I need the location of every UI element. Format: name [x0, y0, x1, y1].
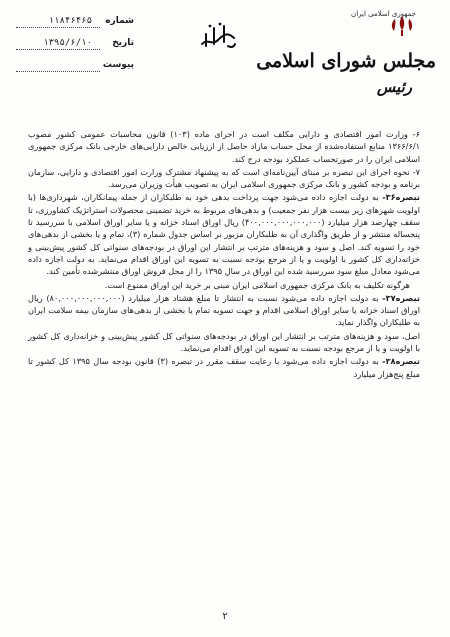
- paragraph-note-37: [28, 292, 420, 329]
- paragraph-clause-6: [28, 128, 420, 165]
- paragraph-note-36-prohibition: [28, 279, 420, 291]
- paragraph-note-36: [28, 191, 420, 277]
- header-subtitle: رئیس: [376, 78, 412, 96]
- paragraph-clause-7: [28, 166, 420, 191]
- paragraph-text: ۷- نحوه اجرای این تبصره بر مبنای آیین‌نامه‌ای است که به پیشنهاد مشترک وزارت امور اقتصادی و دارایی، سازمان برنامه و بودجه کشور و بانک مرکزی جمهوری اسلامی ایران به تصویب هیأت وزیران می‌رسد.: [28, 166, 420, 190]
- attachment-label: پیوست: [102, 60, 134, 70]
- date-value: ۱۳۹۵/۶/۱۰: [43, 38, 92, 48]
- attachment-line: [16, 71, 100, 72]
- page-number: ۲: [222, 611, 228, 622]
- organization-title: مجلس شورای اسلامی: [256, 50, 436, 72]
- number-label: شماره: [105, 16, 134, 26]
- date-label: تاریخ: [112, 38, 134, 48]
- paragraph-text: ۶- وزارت امور اقتصادی و دارایی مکلف است در اجرای ماده (۱۰۳) قانون محاسبات عمومی کشور مصوب ۱۳۶۶/۶/۱ منابع استفاده‌شده از محل حساب مازاد حاصل از ارزیابی خالص دارایی‌های خارجی بانک مرکزی جمهوری اسلامی ایران را در صورتحساب عملکرد بودجه درج کند.: [28, 129, 421, 164]
- paragraph-note-37-settlement: [28, 330, 420, 355]
- note-label: تبصره۳۶-: [382, 192, 421, 203]
- paragraph-text: به دولت اجازه داده می‌شود با رعایت سقف مقرر در تبصره (۳) قانون بودجه سال ۱۳۹۵ کل کشور تا مبلغ پنج‌هزار میلیارد: [28, 356, 420, 379]
- note-label: تبصره۳۷-: [382, 292, 420, 303]
- calligraphy-logo-icon: [198, 20, 238, 52]
- paragraph-text: به دولت اجازه داده می‌شود نسبت به انتشار تا مبلغ هشتاد هزار میلیارد (۸۰,۰۰۰,۰۰۰,۰۰۰,۰۰۰) ریال اوراق اسناد خزانه یا سایر اوراق اسلامی اقدام و جهت تسویه تمام یا بخشی از بدهی‌های سازمان بیمه سلامت ایران به طلبکاران واگذار نماید.: [28, 292, 420, 328]
- number-row: [16, 14, 134, 36]
- paragraph-text: اصل، سود و هزینه‌های مترتب بر انتشار این اوراق در بودجه‌های سنواتی کل کشور پیش‌بینی و خزانه‌داری کل کشور با اولویت و یا از مرجع بودجه نسبت به تسویه این اوراق اقدام می‌نماید.: [28, 330, 420, 354]
- document-meta: [16, 14, 134, 80]
- paragraph-text: هرگونه تکلیف به بانک مرکزی جمهوری اسلامی ایران مبنی بر خرید این اوراق ممنوع است.: [104, 279, 410, 290]
- date-row: [16, 36, 134, 58]
- number-line: [16, 27, 100, 28]
- date-line: [16, 49, 100, 50]
- document-body: [28, 128, 420, 381]
- paragraph-text: به دولت اجازه داده می‌شود جهت پرداخت بدهی خود به طلبکاران از جمله پیمانکاران، شهرداری‌ها (با اولویت شهرهای زیر بیست هزار نفر جمعیت) و بدهی‌های مربوط به خرید تضمینی محصولات استراتژیک کشاورزی، تا سقف چهارصد هزار میلیارد (۴۰۰,۰۰۰,۰۰۰,۰۰۰,۰۰۰) ریال اوراق اسناد خزانه و یا سایر اوراق اسلامی با سررسید تا پنجساله منتشر و از طریق واگذاری آن به طلبکاران مزبور بر اساس جدول شماره (۳)، تمام و یا بخشی از بدهی‌های خود را تسویه کند. اصل و سود و هزینه‌های مترتب بر انتشار این اوراق در بودجه‌های سنواتی کل کشور پیش‌بینی و خزانه‌داری کل کشور با اولویت و یا از مرجع بودجه نسبت به تسویه این اوراق اقدام می‌نماید. به دولت اجازه داده می‌شود معادل مبلغ سود سررسید شده این اوراق در سال ۱۳۹۵ را از محل فروش اوراق منتشر‌شده تأمین کند.: [28, 192, 421, 277]
- number-value: ۱۱۸۴۶۴۶۵: [48, 16, 92, 26]
- paragraph-note-38: [28, 355, 420, 380]
- attachment-row: [16, 58, 134, 80]
- note-label: تبصره۳۸-: [382, 356, 420, 367]
- header-tag: جمهوری اسلامی ایران: [351, 10, 416, 18]
